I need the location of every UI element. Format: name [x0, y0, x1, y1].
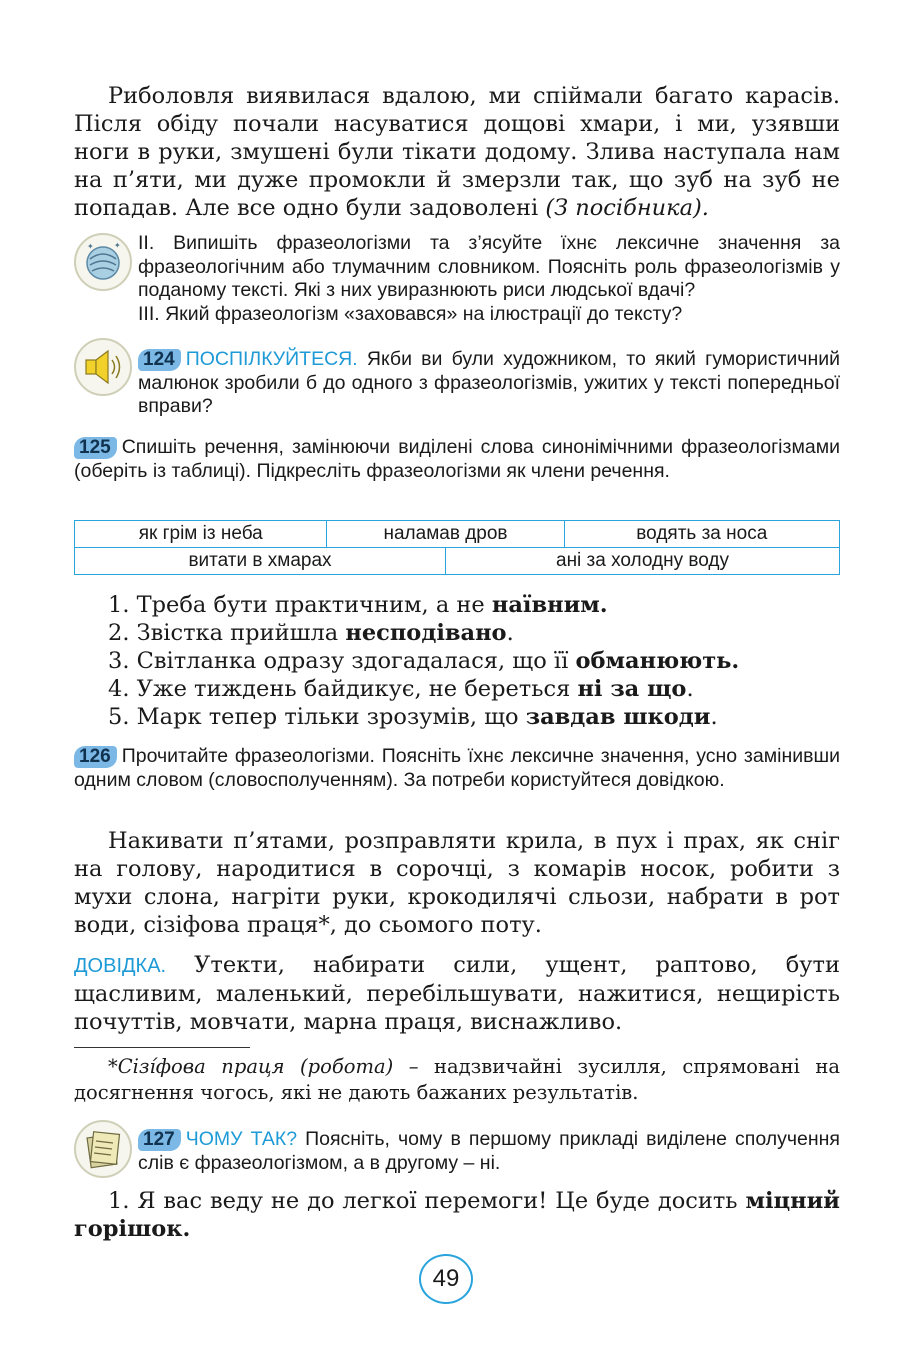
- sentence-text: 5. Марк тепер тільки зрозумів, що: [108, 704, 526, 730]
- exercise-124: [138, 348, 840, 419]
- svg-text:✦: ✦: [87, 242, 94, 251]
- sentence-text: 1. Треба бути практичним, а не: [108, 592, 492, 618]
- table-cell: витати в хмарах: [75, 548, 446, 575]
- sentence-text: 2. Звістка прийшла: [108, 620, 346, 646]
- exercise-number-125: 125: [74, 437, 117, 459]
- exercise-124-heading: ПОСПІЛКУЙТЕСЯ.: [185, 348, 358, 370]
- list-item: [108, 703, 848, 731]
- footnote: [74, 1054, 840, 1106]
- reference-text: Утекти, набирати сили, ущент, раптово, бути щасливим, маленький, перебільшувати, нажитися, нещирість почуттів, мовчати, марна праця, виснажливо.: [74, 952, 840, 1035]
- example-text: 1. Я вас веду не до легкої перемоги! Це буде досить: [108, 1188, 746, 1214]
- sentence-highlight: завдав шкоди: [525, 704, 711, 730]
- sentence-tail: .: [686, 676, 694, 702]
- exercise-125-text: Спишіть речення, замінюючи виділені слова синонімічними фразеологізмами (оберіть із таблиці). Підкресліть фразеологізми як члени речення.: [74, 436, 840, 482]
- footnote-divider: [74, 1047, 250, 1048]
- story-line-1: Риболовля виявилася вдалою, ми спіймали багато карасів.: [108, 83, 840, 109]
- table-cell: ані за холодну воду: [446, 548, 840, 575]
- exercise-126-text: Прочитайте фразеологізми. Поясніть їхнє лексичне значення, усно замінивши одним словом (словосполученням). За потреби користуйтеся довідкою.: [74, 745, 840, 791]
- exercise-124-text: Якби ви були художником, то який гумористичний малюнок зробили б до одного з фразеологізмів, ужитих у тексті попередньої вправи?: [138, 348, 840, 417]
- footnote-term: *Сізі́фова праця (робота): [108, 1055, 394, 1078]
- task-iii-text: ІІІ. Який фразеологізм «заховався» на ілюстрації до тексту?: [138, 302, 683, 325]
- task-ii-iii: [138, 232, 840, 326]
- phrases-paragraph: [74, 827, 840, 939]
- sentence-highlight: обманюють.: [575, 648, 740, 674]
- sentence-highlight: ні за що: [577, 676, 687, 702]
- sentence-tail: .: [710, 704, 718, 730]
- sentence-text: 3. Світланка одразу здогадалася, що її: [108, 648, 576, 674]
- exercise-number-126: 126: [74, 746, 117, 768]
- phraseology-table: [74, 520, 840, 575]
- list-item: [108, 675, 848, 703]
- exercise-125: [74, 436, 840, 483]
- table-row: [75, 521, 840, 548]
- notepad-icon: [74, 1120, 132, 1178]
- exercise-127: [138, 1128, 840, 1175]
- footnote-text: – надзвичайні зусилля, спрямовані на досягнення чогось, які не дають бажаних результатів.: [74, 1055, 840, 1104]
- sentence-highlight: наївним.: [491, 592, 608, 618]
- phrases-text: Накивати п’ятами, розправляти крила, в пух і прах, як сніг на голову, народитися в сорочці, з комарів носок, робити з мухи слона, нагріти руки, крокодилячі сльози, набрати в рот води, сізіфова праця*, до сьомого поту.: [74, 828, 840, 938]
- exercise-125-sentences: [108, 591, 848, 731]
- speaker-icon: [74, 338, 132, 396]
- exercise-number-127: 127: [138, 1129, 181, 1151]
- exercise-127-text: Поясніть, чому в першому прикладі виділене сполучення слів є фразеологізмом, а в другому – ні.: [138, 1128, 840, 1174]
- story-line-2: Після обіду почали насуватися дощові хмари, і ми, узявши ноги в руки, змушені були тікати додому. Злива наступала нам на п’яти, ми дуже промокли й змерзли так, що зуб на зуб не попадав. Але все одно були задоволені: [74, 111, 840, 221]
- table-cell: як грім із неба: [75, 521, 327, 548]
- table-row: [75, 548, 840, 575]
- table-cell: наламав дров: [327, 521, 564, 548]
- task-ii-text: ІІ. Випишіть фразеологізми та з’ясуйте їхнє лексичне значення за фразеологічним або тлумачним словником. Поясніть роль фразеологізмів у поданому тексті. Які з них увиразнюють риси людської вдачі?: [138, 232, 840, 301]
- example-highlight: міцний горішок.: [74, 1188, 840, 1242]
- reference-label: ДОВІДКА.: [74, 955, 167, 977]
- story-paragraph: [74, 82, 840, 222]
- list-item: [108, 647, 848, 675]
- svg-text:✦: ✦: [114, 241, 121, 250]
- table-cell: водять за носа: [564, 521, 839, 548]
- exercise-126: [74, 745, 840, 792]
- reference-paragraph: [74, 951, 840, 1036]
- thinking-head-icon: [74, 233, 132, 291]
- sentence-highlight: несподівано: [345, 620, 507, 646]
- exercise-127-example: [74, 1187, 840, 1243]
- exercise-number-124: 124: [138, 349, 181, 371]
- sentence-text: 4. Уже тиждень байдикує, не береться: [108, 676, 578, 702]
- list-item: [108, 591, 848, 619]
- story-source: (З посібника).: [545, 195, 709, 221]
- list-item: [108, 619, 848, 647]
- page-number: 49: [419, 1254, 473, 1304]
- sentence-tail: .: [506, 620, 514, 646]
- exercise-127-heading: ЧОМУ ТАК?: [185, 1128, 298, 1150]
